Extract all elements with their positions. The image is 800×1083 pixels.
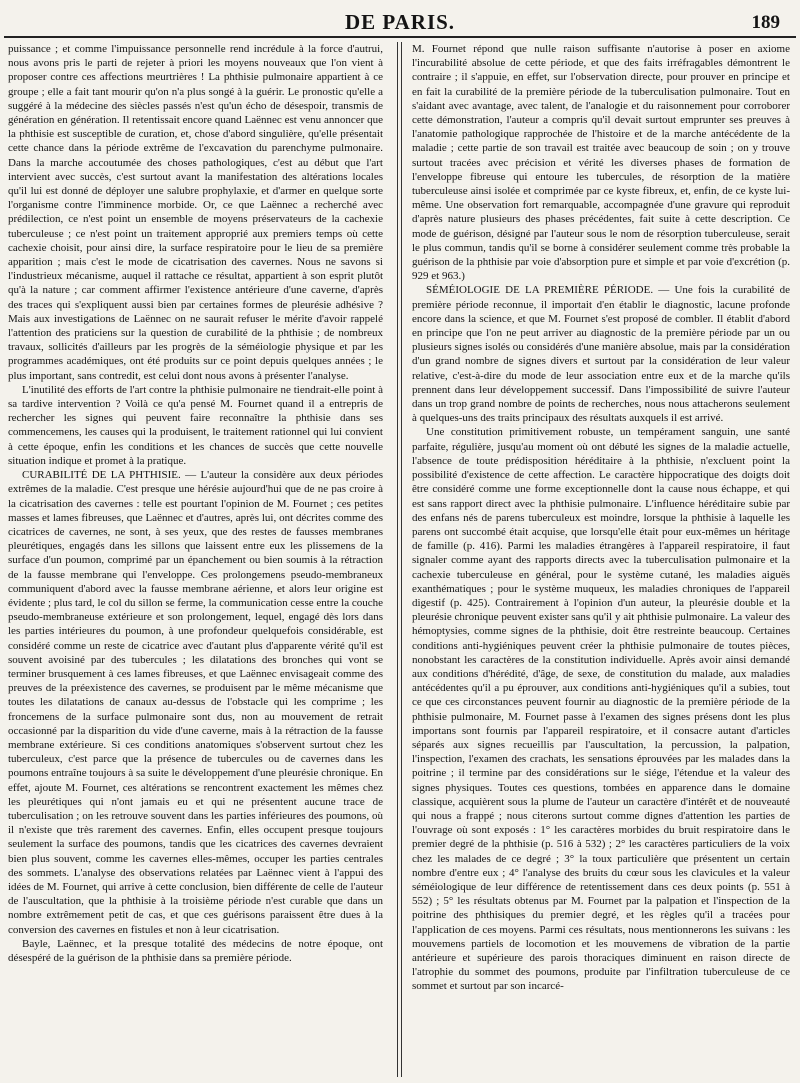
paragraph: SÉMÉIOLOGIE DE LA PREMIÈRE PÉRIODE. — Une fois la curabilité de première période reconnue, il importait d'en établir le diagnostic, lacune profonde encore dans la science, et que M. Fournet s'est proposé de combler. Il établit d'abord en principe que l'on ne peut arriver au diagnostic de la première période par un ou plusieurs signes isolés ou considérés d'une manière absolue, mais par la considération d'un grand nombre de signes divers et surtout par la considération de leur valeur relative, c'est-à-dire du mode de leur association entre eux et de la marche qu'ils prennent dans leur développement successif. Dans l'impossibilité de suivre l'auteur dans un trop grand nombre de points de recherches, nous nous attacherons seulement à quelques-uns des traits principaux des résultats auxquels il est arrivé.: [412, 284, 790, 425]
running-title: DE PARIS.: [344, 10, 456, 34]
paragraph: Une constitution primitivement robuste, un tempérament sanguin, une santé parfaite, régulière, jusqu'au moment où ont débuté les signes de la maladie actuelle, l'absence de toute prédisposition héréditaire à la phthisie, n'excluent point la possibilité d'existence de cette affection. Le caractère hippocratique des doigts doit être considéré comme une forme exceptionnelle dont la cause nous échappe, et qui est sans rapport direct avec la phthisie pulmonaire. L'influence héréditaire subie par des enfans nés de parens tuberculeux est moindre, lorsque la phthisie à laquelle les parens ont succombé était acquise, que lorsqu'elle était pour eux-mêmes un héritage de famille (p. 416). Parmi les maladies étrangères à l'appareil respiratoire, il faut signaler comme ayant des rapports directs avec la tuberculisation pulmonaire et la cachexie tuberculeuse en général, pour le système cutané, les maladies aiguës exanthématiques ; pour le système muqueux, les maladies chroniques de l'appareil digestif (p. 425). Contrairement à l'opinion d'un auteur, la pleurésie double et la pleurésie chronique peuvent exister sans qu'il y ait phthisie pulmonaire. La valeur des hémoptysies, comme signes de la phthisie, doit être restreinte beaucoup. Certaines conditions anti-hygiéniques peuvent créer la phthisie pulmonaire de toutes pièces, nonobstant les caractères de la constitution individuelle. Après avoir ainsi demandé aux conditions d'hérédité, d'âge, de sexe, de constitution du malade, aux maladies antécédentes qu'il a pu éprouver, aux conditions anti-hygiéniques qu'il a subies, tout ce que ces circonstances peuvent fournir au diagnostic de la première période de la phthisie pulmonaire, M. Fournet passe à l'examen des signes présens dont les plus importans sont fournis par l'appareil respiratoire, et il consacre autant d'articles séparés aux signes recueillis par l'auscultation, la percussion, la palpation, l'inspection, l'examen des crachats, les sensations éprouvées par les malades dans la poitrine ; il termine par des considérations sur le siége, l'étendue et la valeur des signes physiques. Toutes ces questions, tombées en apparence dans le domaine classique, acquièrent sous la plume de l'auteur un caractère d'intérêt et de nouveauté qui nous a frappé ; nous citerons surtout comme dignes d'attention les parties de l'ouvrage où sont exposés : 1° les caractères morbides du bruit respiratoire dans le premier degré de la phthisie (p. 516 à 532) ; 2° les caractères particuliers de la voix chez les malades de ce degré ; 3° la toux particulière que présentent un certain nombre d'entre eux ; 4° l'analyse des bruits du cœur sous les clavicules et la valeur séméiologique de leur différence de retentissement dans ces deux points (p. 551 à 552) ; 5° les résultats obtenus par M. Fournet par la palpation et l'inspection de la poitrine des phthisiques du premier degré, et les règles qu'il a tracées pour l'application de ces moyens. Parmi ces résultats, nous mentionnerons les suivans : les mouvemens partiels de locomotion et les mouvemens de vibration de la partie antérieure et supérieure des parois thoraciques diminuent en raison directe de l'atrophie du sommet des poumons, produite par l'infiltration tuberculeuse de ce sommet et surtout par son incarcé-: [412, 426, 790, 993]
column-divider: [401, 42, 402, 1077]
left-column: [8, 42, 383, 1078]
paragraph: puissance ; et comme l'impuissance personnelle rend incrédule à la force d'autrui, nous avons pris le parti de rejeter à priori les moyens nouveaux que l'on vient à proposer contre ces affections meurtrières ! La phthisie pulmonaire appartient à ce groupe ; elle a fait tant mourir qu'on n'a plus songé à la guérir. Le pronostic qu'elle a suggéré à la médecine des siècles passés n'est qu'un écho de désespoir, transmis de génération en génération. Il retentissait encore quand Laënnec est venu annoncer que la phthisie est susceptible de curation, et, chose d'abord singulière, qu'elle présentait cette chance dans la période extrême de l'excavation du parenchyme pulmonaire. Dans la marche accoutumée des choses pathologiques, c'est au début que l'art intervient avec succès, c'est surtout avant la manifestation des altérations locales qu'il lui est donné de déployer une salubre prophylaxie, et d'armer en quelque sorte l'organisme contre l'imminence morbide. Or, ce que Laënnec a recherché avec prédilection, ce n'est point un ensemble de moyens préservateurs de la cachexie tuberculeuse ; ce n'est point un traitement approprié aux premiers temps où cette cachexie choisit, pour ainsi dire, la surface respiratoire pour le lieu de sa première apparition ; mais c'est le mode de cicatrisation des cavernes. Nous ne savons si l'industrieux mécanisme, auquel il rattache ce résultat, appartient à son esprit plutôt qu'à la nature ; car comment affirmer l'existence antérieure d'une caverne, d'après des traces qui s'expliquent aussi bien par certaines formes de pleurésie adhésive ? Mais aux investigations de Laënnec on ne saurait refuser le mérite d'avoir rappelé l'attention des praticiens sur la question de curabilité de la phthisie ; de nombreux travaux, sollicités d'ailleurs par les progrès de la séméiologie physique et par les programmes académiques, ont été produits sur ce point depuis quelques années ; le plus important, sans contredit, est celui dont nous avons à présenter l'analyse.: [8, 43, 383, 382]
right-column: [412, 42, 790, 1078]
page-header: [0, 10, 800, 38]
paragraph: Bayle, Laënnec, et la presque totalité des médecins de notre époque, ont désespéré de la guérison de la phthisie dans sa première période.: [8, 937, 383, 964]
column-divider: [397, 42, 398, 1077]
paragraph: M. Fournet répond que nulle raison suffisante n'autorise à poser en axiome l'incurabilité absolue de cette période, et que des faits irréfragables démontrent le contraire ; il s'appuie, en effet, sur l'observation directe, pour prouver en principe et en fait la curabilité de la première période de la tuberculisation pulmonaire. Tout en s'aidant avec avantage, avec talent, de l'analogie et du raisonnement pour corroborer cette démonstration, l'auteur a compris qu'il devait surtout emprunter ses preuves à l'anatomie pathologique rapprochée de l'histoire et de la marche antécédente de la maladie ; cette partie de son travail est traitée avec beaucoup de soin ; on y trouve surtout tracées avec précision et vérité les diverses phases de formation de l'enveloppe fibreuse qui entoure les tubercules, de résorption de la matière tuberculeuse ainsi isolée et comprimée par ce kyste fibreux, et, enfin, de ce kyste lui-même. Une observation fort remarquable, accompagnée d'une gravure qui reproduit d'après nature plusieurs des phases précédentes, fait suite à cette description. Ce mode de guérison, désigné par l'auteur sous le nom de résorption tuberculeuse, serait le plus commun, tandis qu'il se borne à considérer seulement comme très probable la guérison de la phthisie par voie d'absorption pure et simple et par voie d'excrétion (p. 929 et 963.): [412, 43, 790, 283]
paragraph: CURABILITÉ DE LA PHTHISIE. — L'auteur la considère aux deux périodes extrêmes de la maladie. C'est presque une hérésie aujourd'hui que de ne pas croire à la cicatrisation des cavernes : telle est pourtant l'opinion de M. Fournet ; ces petites masses et lames fibreuses, que Laënnec et d'autres, après lui, ont décrites comme des cicatrices de cavernes, ne sont, à ses yeux, que des restes de fausses membranes pleurétiques, engagés dans les sillons que laissent entre eux les plissemens de la surface d'un poumon, comprimé par un épanchement ou bien soumis à la rétraction de la fausse membrane qui l'enveloppe. Ces prolongemens pseudo-membraneux communiquent d'abord avec la fausse membrane aérienne, et alors leur origine est évidente ; plus tard, le col du sillon se ferme, la communication cesse entre la couche pseudo-membraneuse extérieure et son prolongement, lequel, engagé dès lors dans les parties intérieures du poumon, à une profondeur quelquefois considérable, est considéré comme un reste de cicatrice avec d'autant plus d'apparente vérité qu'il est souvent avoisiné par des tubercules ; les dilatations des bronches qui vont se terminer brusquement à ces lames fibreuses, et que Laënnec envisageait comme des preuves de la préexistence des cavernes, se produisent par le même mécanisme que toutes les dilatations de canaux au-dessus de l'obstacle qui les comprime ; les froncemens de la surface pulmonaire sont dus, non au mouvement de retrait occasionné par la disparition du vide d'une caverne, mais à la rétraction de la fausse membrane extérieure. Si ces conditions anatomiques s'observent surtout chez les tuberculeux, c'est parce que la présence de tubercules ou de cavernes dans les poumons entraîne toujours à sa suite le développement d'une pleurésie chronique. En effet, ajoute M. Fournet, ces altérations se rencontrent exactement les mêmes chez les pleurétiques qui n'ont jamais eu et qui ne présentent aucune trace de tuberculisation ; on les retrouve souvent dans les parties inférieures des poumons, où il n'existe que très rarement des cavernes. Enfin, elles occupent presque toujours seulement la surface des poumons, tandis que les cicatrices des cavernes devraient bien plus souvent, comme les cavernes elles-mêmes, occuper les parties centrales des sommets. L'analyse des observations relatées par Laënnec vient à l'appui des idées de M. Fournet, qui arrive à cette conclusion, bien différente de celle de l'auteur de l'auscultation, que la phthisie à la troisième période n'est curable que dans un nombre extrêmement petit de cas, et que ces guérisons paraissent être dues à la conversion des cavernes en fistules et non à leur cicatrisation.: [8, 469, 383, 936]
page-number: 189: [751, 12, 780, 33]
paragraph: L'inutilité des efforts de l'art contre la phthisie pulmonaire ne tiendrait-elle point à sa tardive intervention ? Voilà ce qu'a pensé M. Fournet quand il a entrepris de rechercher les signes qui peuvent faire reconnaître la phthisie dans ses commencemens, les causes qui la produisent, le traitement rationnel qui lui convient à cette époque, enfin les conditions et les chances de succès que cette nouvelle situation indique et promet à la pratique.: [8, 383, 383, 467]
header-rule: [4, 36, 796, 38]
